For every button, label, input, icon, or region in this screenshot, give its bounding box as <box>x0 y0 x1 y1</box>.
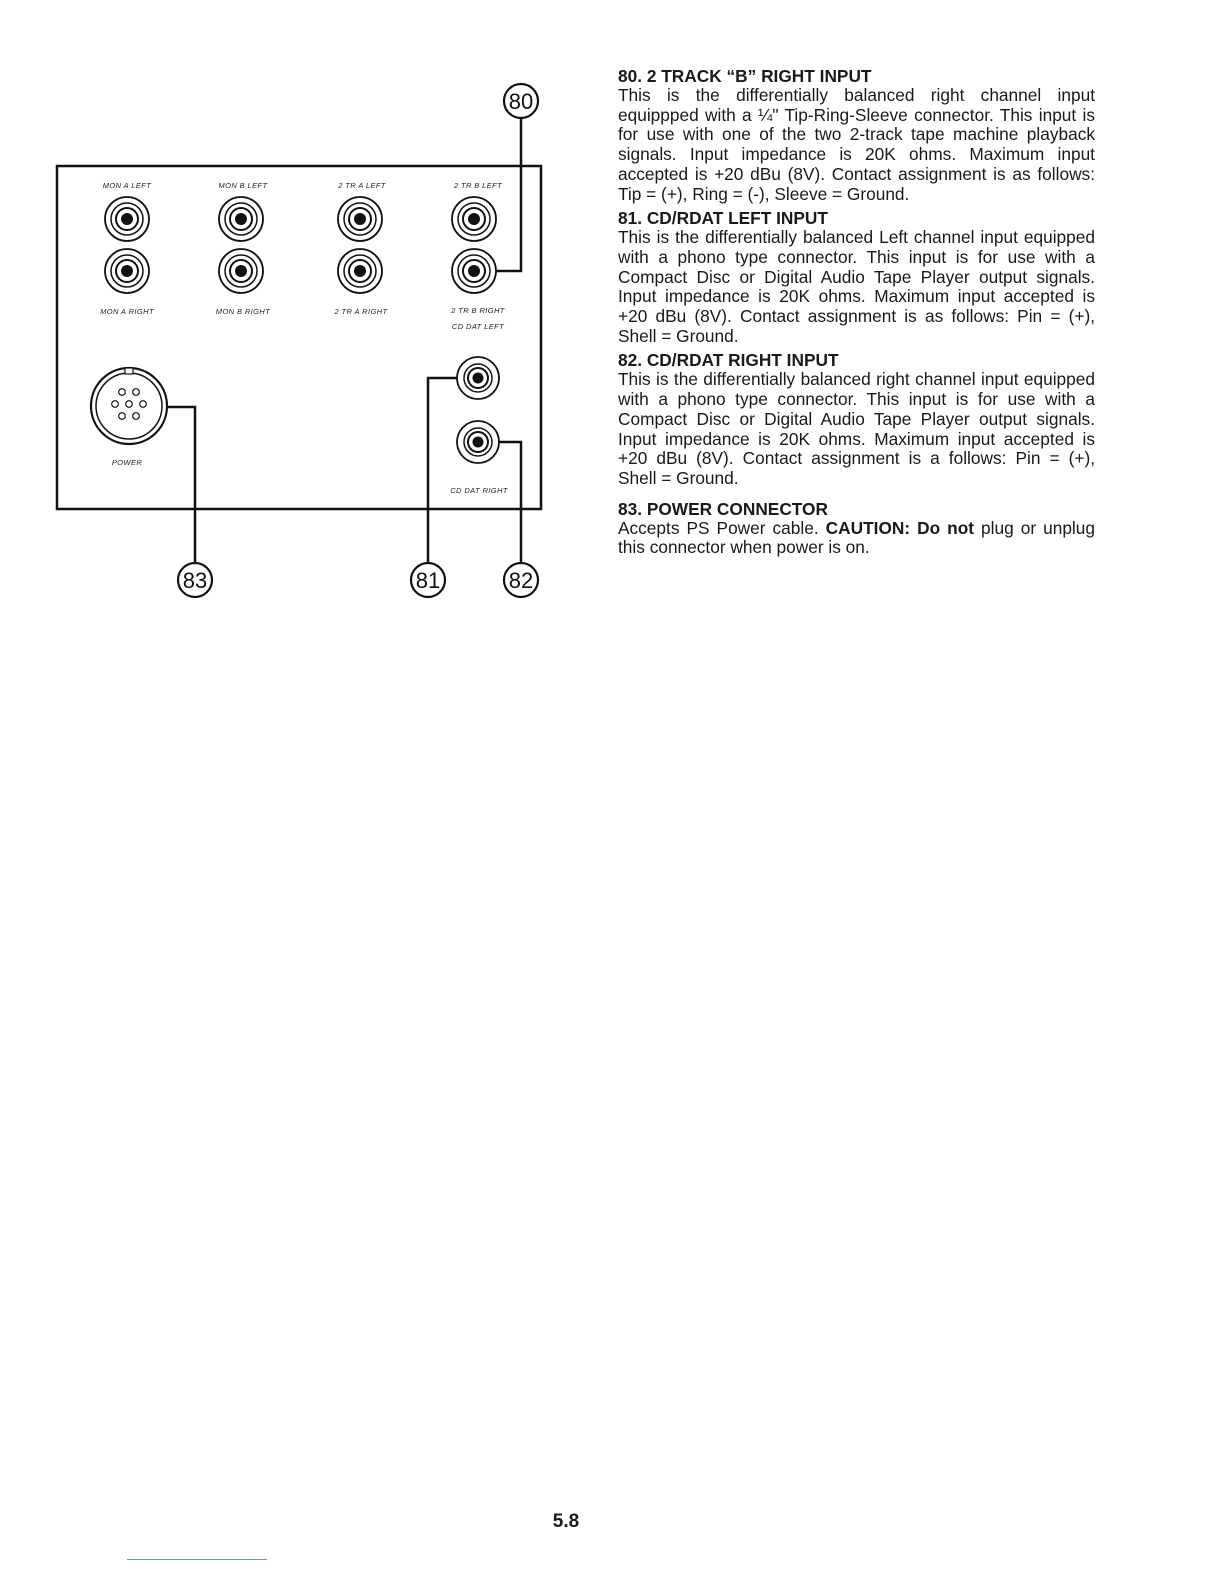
power-connector <box>91 368 167 444</box>
jack-mon-b-right <box>219 249 263 293</box>
label-2tr-a-left: 2 TR A LEFT <box>338 181 386 190</box>
section-83 <box>618 499 1095 558</box>
jack-mon-a-left <box>105 197 149 241</box>
label-2tr-a-right: 2 TR A RIGHT <box>334 307 388 316</box>
rear-panel-diagram <box>0 0 600 620</box>
section-80 <box>618 66 1095 204</box>
section-83-title: 83. POWER CONNECTOR <box>618 498 828 519</box>
section-80-title: 80. 2 TRACK “B” RIGHT INPUT <box>618 66 872 86</box>
callout-82-number: 82 <box>508 568 534 593</box>
callout-80 <box>504 84 538 118</box>
section-83-body-pre: Accepts PS Power cable. <box>618 517 826 538</box>
label-mon-a-right: MON A RIGHT <box>100 307 154 316</box>
footer-rule <box>127 1559 267 1560</box>
label-2tr-b-right: 2 TR B RIGHT <box>451 306 505 315</box>
description-column <box>618 66 1095 562</box>
section-82-title: 82. CD/RDAT RIGHT INPUT <box>618 350 839 371</box>
jack-cd-dat-left <box>457 357 499 399</box>
label-mon-b-left: MON B LEFT <box>218 181 268 190</box>
jack-mon-b-left <box>219 197 263 241</box>
section-82 <box>618 350 1095 488</box>
section-80-body: This is the differentially balanced right channel input equippped with a ¼" Tip-Ring-Sleeve connector. This input is for use with one of the two 2-track tape machine playback signals. Input impedance is 20K ohms. Maximum input accepted is +20 dBu (8V). Contact assignment is as follows: Tip = (+), Ring = (-), Sleeve = Ground. <box>618 85 1095 204</box>
label-power: POWER <box>111 458 143 467</box>
label-cd-dat-right: CD DAT RIGHT <box>450 486 508 495</box>
page-number: 5.8 <box>552 1511 580 1532</box>
callout-83-number: 83 <box>182 568 208 593</box>
section-81-title: 81. CD/RDAT LEFT INPUT <box>618 208 828 229</box>
jack-cd-dat-right <box>457 421 499 463</box>
leader-line-81 <box>428 378 457 563</box>
section-81 <box>618 208 1095 346</box>
label-mon-b-right: MON B RIGHT <box>215 307 271 316</box>
jack-2tr-a-right <box>338 249 382 293</box>
label-mon-a-left: MON A LEFT <box>102 181 152 190</box>
leader-line-82 <box>499 442 521 563</box>
callout-80-number: 80 <box>508 89 534 114</box>
callout-83 <box>178 563 212 597</box>
section-81-body: This is the differentially balanced Left channel input equipped with a phono type connector. This input is for use with a Compact Disc or Digital Audio Tape Player output signals. Input impedance is 20K ohms. Maximum input accepted is +20 dBu (8V). Contact assignment is as follows: Pin = (+), Shell = Ground. <box>618 227 1095 346</box>
label-cd-dat-left: CD DAT LEFT <box>451 322 505 331</box>
jack-2tr-b-left <box>452 197 496 241</box>
jack-mon-a-right <box>105 249 149 293</box>
callout-81-number: 81 <box>415 568 441 593</box>
leader-line-83 <box>167 407 195 563</box>
callout-82 <box>504 563 538 597</box>
section-83-caution: CAUTION: Do not <box>825 517 975 538</box>
section-83-body <box>618 519 1095 558</box>
jack-2tr-b-right <box>452 249 496 293</box>
section-83-body-post: plug or unplug this connector when power is on. <box>618 517 1095 558</box>
section-82-body: This is the differentially balanced right channel input equipped with a phono type connector. This input is for use with a Compact Disc or Digital Audio Tape Player output signals. Input impedance is 20K ohms. Maximum input accepted is +20 dBu (8V). Contact assignment is a follows: Pin = (+), Shell = Ground. <box>618 369 1095 488</box>
label-2tr-b-left: 2 TR B LEFT <box>453 181 503 190</box>
leader-line-80 <box>496 119 521 271</box>
jack-2tr-a-left <box>338 197 382 241</box>
callout-81 <box>411 563 445 597</box>
